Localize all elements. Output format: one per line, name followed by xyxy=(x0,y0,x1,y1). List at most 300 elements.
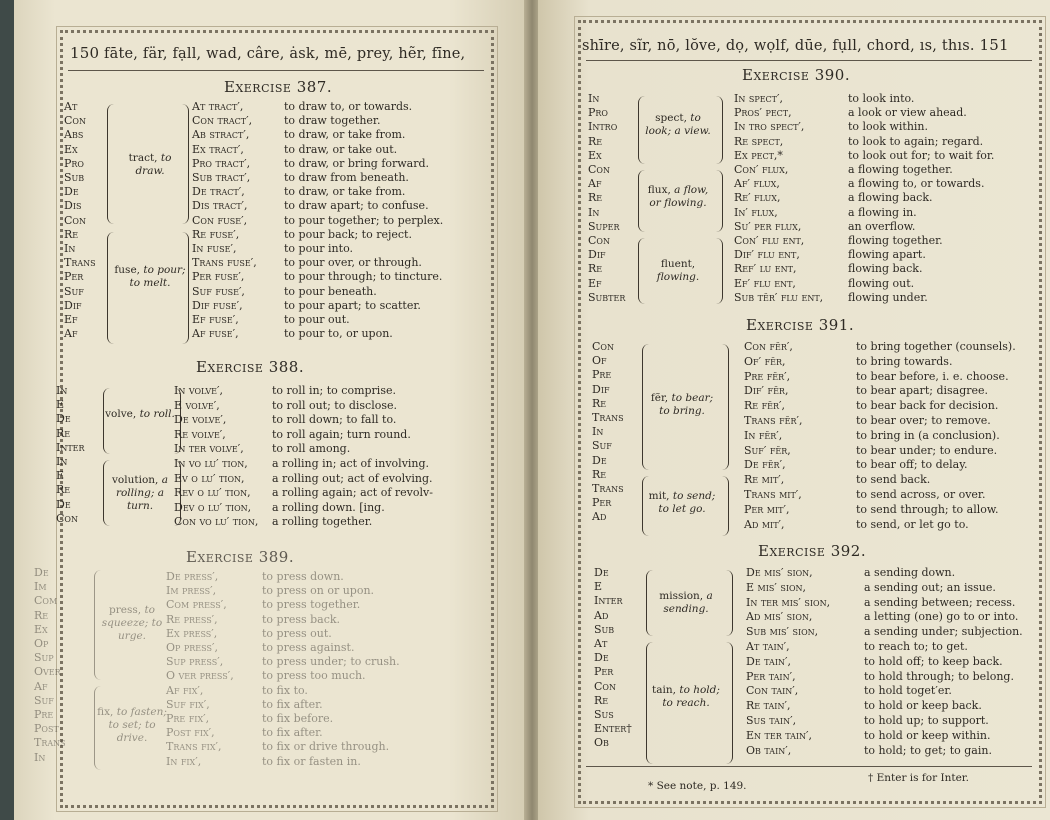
entry-word: Re fuse′, xyxy=(192,227,240,241)
prefix: Dif xyxy=(588,248,606,262)
entry-definition: a flowing back. xyxy=(848,191,933,205)
prefix: Pre xyxy=(592,368,612,382)
prefix: Com xyxy=(34,594,58,608)
prefix: Re xyxy=(56,483,71,497)
entry-row xyxy=(734,120,928,134)
entry-word: Ab stract′, xyxy=(192,128,250,142)
entry-word: Im press′, xyxy=(166,584,217,598)
entry-word: Af′ flux, xyxy=(734,177,780,191)
prefix: Inter xyxy=(594,594,623,608)
entry-definition: to look to again; regard. xyxy=(848,134,984,148)
entry-word: Post fix′, xyxy=(166,726,215,740)
prefix: Dif xyxy=(592,382,610,396)
entry-row xyxy=(746,640,968,654)
entry-row xyxy=(734,206,917,220)
entry-definition: to draw, or bring forward. xyxy=(284,156,430,170)
entry-definition: to roll down; to fall to. xyxy=(272,413,397,427)
prefix: Ob xyxy=(594,736,609,750)
entry-definition: to draw, or take out. xyxy=(284,142,398,156)
entry-definition: flowing apart. xyxy=(848,248,926,262)
entry-row xyxy=(192,285,377,299)
exercise-387-title: Exercise 387. xyxy=(224,78,333,96)
entry-word: Re volve′, xyxy=(174,427,226,441)
entry-row xyxy=(192,299,421,313)
prefix: Over xyxy=(34,665,61,679)
entry-definition: a rolling in; act of involving. xyxy=(272,457,430,470)
entry-row xyxy=(192,171,409,185)
root-volution: volution, a rolling; a turn. xyxy=(112,474,168,512)
entry-word: At tain′, xyxy=(746,640,790,653)
entry-definition: to press against. xyxy=(262,641,355,654)
prefix: At xyxy=(594,637,608,651)
entry-word: In fix′, xyxy=(166,754,202,768)
prefix: Ex xyxy=(34,622,48,636)
prefix: De xyxy=(34,566,49,579)
entry-definition: to press down. xyxy=(262,570,344,583)
prefix: Ef xyxy=(64,313,78,327)
entry-row xyxy=(192,270,442,284)
entry-definition: to pour over, or through. xyxy=(284,256,422,270)
entry-definition: flowing back. xyxy=(848,262,923,276)
brace xyxy=(726,570,733,636)
prefix: De xyxy=(594,566,609,579)
entry-row xyxy=(166,584,374,598)
entry-word: Trans mit′, xyxy=(744,488,802,501)
entry-definition: a sending out; an issue. xyxy=(864,580,996,594)
entry-definition: to bring together (counsels). xyxy=(856,340,1016,353)
entry-word: Af fix′, xyxy=(166,683,204,697)
root-tract: tract, to draw. xyxy=(128,152,172,177)
entry-row xyxy=(744,370,1009,384)
entry-definition: to pour through; to tincture. xyxy=(284,270,443,284)
entry-word: Dif fuse′, xyxy=(192,298,243,312)
exercise-392-title: Exercise 392. xyxy=(758,542,867,560)
prefix: De xyxy=(592,453,607,467)
entry-definition: to send, or let go to. xyxy=(856,517,969,531)
entry-definition: to press out. xyxy=(262,626,332,640)
prefix: Re xyxy=(56,426,71,440)
entry-definition: to fix after. xyxy=(262,697,323,711)
brace xyxy=(107,232,114,344)
entry-row xyxy=(174,486,433,500)
entry-row xyxy=(174,413,396,427)
entry-row xyxy=(174,399,397,413)
entry-definition: to pour together; to perplex. xyxy=(284,213,444,227)
prefix: Re xyxy=(34,608,49,622)
entry-row xyxy=(174,501,385,515)
prefix: Inter xyxy=(56,440,85,454)
entry-word: Sub tẽr′ flu ent, xyxy=(734,290,824,304)
entry-row xyxy=(192,185,405,199)
entry-word: Per tain′, xyxy=(746,669,796,683)
entry-row xyxy=(746,670,1014,684)
entry-row xyxy=(174,472,433,486)
page-number-right: 151 xyxy=(979,36,1009,54)
entry-definition: to draw, or take from. xyxy=(284,185,406,199)
exercise-389-title: Exercise 389. xyxy=(186,548,295,566)
entry-definition: a flowing to, or towards. xyxy=(848,177,985,191)
entry-word: In ter volve′, xyxy=(174,442,244,456)
entry-definition: to draw to, or towards. xyxy=(284,100,413,113)
footnote-asterisk: * See note, p. 149. xyxy=(648,780,747,792)
footnote-rule xyxy=(586,766,1032,767)
entry-row xyxy=(734,277,914,291)
entry-row xyxy=(166,755,361,769)
entry-definition: to roll among. xyxy=(272,442,351,456)
entry-word: Ex press′, xyxy=(166,626,218,640)
entry-definition: to send back. xyxy=(856,473,931,487)
prefix: E xyxy=(594,580,603,594)
root-press: press, to squeeze; to urge. xyxy=(101,604,163,642)
prefix: Ad xyxy=(594,608,609,622)
entry-word: De volve′, xyxy=(174,413,227,427)
prefix: Sus xyxy=(594,708,614,722)
entry-word: Of′ fẽr, xyxy=(744,354,786,368)
prefix: Abs xyxy=(64,128,84,142)
entry-word: Trans fuse′, xyxy=(192,256,257,270)
prefix: In xyxy=(56,455,68,469)
entry-word: Dif′ flu ent, xyxy=(734,248,800,262)
entry-row xyxy=(744,503,998,517)
entry-row xyxy=(174,442,350,456)
entry-definition: to send through; to allow. xyxy=(856,502,999,516)
entry-word: Ob tain′, xyxy=(746,743,792,757)
entry-row xyxy=(166,698,323,712)
entry-row xyxy=(192,242,353,256)
entry-definition: a letting (one) go to or into. xyxy=(864,610,1019,624)
entry-word: In tro spect′, xyxy=(734,120,805,134)
entry-definition: to roll again; turn round. xyxy=(272,427,411,441)
entry-row xyxy=(734,191,933,205)
entry-definition: to press under; to crush. xyxy=(262,655,400,669)
prefix: At xyxy=(64,100,78,113)
root-tain: tain, to hold; to reach. xyxy=(652,684,720,709)
entry-definition: a rolling again; act of revolv- xyxy=(272,486,433,500)
entry-definition: to roll out; to disclose. xyxy=(272,398,397,412)
entry-definition: to bear under; to endure. xyxy=(856,443,998,457)
entry-row xyxy=(744,518,969,532)
entry-definition: to hold off; to keep back. xyxy=(864,654,1003,668)
root-mit: mit, to send; to let go. xyxy=(648,490,716,515)
entry-row xyxy=(192,313,350,327)
entry-word: Af fuse′, xyxy=(192,327,239,341)
entry-word: De tract′, xyxy=(192,185,245,199)
entry-row xyxy=(734,163,953,177)
entry-row xyxy=(744,355,952,369)
exercise-390-title: Exercise 390. xyxy=(742,66,851,84)
entry-definition: a flowing in. xyxy=(848,205,917,219)
prefix: Re xyxy=(588,262,603,276)
prefix: Dif xyxy=(64,298,82,312)
entry-definition: to roll in; to comprise. xyxy=(272,384,396,397)
prefix: Af xyxy=(588,177,602,191)
entry-row xyxy=(744,473,930,487)
entry-row xyxy=(746,581,996,595)
entry-definition: a sending between; recess. xyxy=(864,595,1016,609)
entry-row xyxy=(166,613,340,627)
prefix: In xyxy=(588,205,600,219)
entry-definition: to fix to. xyxy=(262,683,308,697)
entry-word: In′ flux, xyxy=(734,205,778,219)
prefix: Pre xyxy=(34,708,54,722)
entry-word: Con′ flu ent, xyxy=(734,234,805,247)
prefix: Af xyxy=(64,327,78,341)
entry-definition: to look out for; to wait for. xyxy=(848,148,995,162)
entry-word: E mis′ sion, xyxy=(746,580,807,594)
brace xyxy=(107,104,114,224)
prefix: Post xyxy=(34,722,59,736)
entry-definition: to draw apart; to confuse. xyxy=(284,199,429,213)
prefix: Ad xyxy=(592,510,607,524)
entry-word: Sup press′, xyxy=(166,655,224,669)
prefix: Trans xyxy=(34,736,66,750)
exercise-389-prefixes xyxy=(34,566,66,765)
entry-row xyxy=(746,714,989,728)
entry-row xyxy=(192,228,412,242)
entry-definition: to fix or fasten in. xyxy=(262,754,361,768)
root-fluent: fluent, flowing. xyxy=(656,258,700,283)
entry-definition: to fix after. xyxy=(262,726,323,740)
entry-row xyxy=(192,256,422,270)
entry-word: Ad mis′ sion, xyxy=(746,610,813,624)
entry-definition: to reach to; to get. xyxy=(864,640,968,653)
entry-row xyxy=(734,220,915,234)
left-page xyxy=(14,0,526,820)
entry-row xyxy=(174,515,372,529)
entry-word: At tract′, xyxy=(192,100,244,113)
entry-definition: to draw together. xyxy=(284,114,381,128)
entry-definition: to hold or keep within. xyxy=(864,728,991,742)
entry-row xyxy=(744,458,967,472)
root-mission: mission, a sending. xyxy=(659,590,713,615)
prefix: Con xyxy=(588,163,610,177)
entry-word: Con tract′, xyxy=(192,114,253,128)
entry-word: Trans fẽr′, xyxy=(744,414,803,427)
entry-definition: to look within. xyxy=(848,120,929,134)
entry-definition: to fix or drive through. xyxy=(262,740,390,754)
entry-word: Re tain′, xyxy=(746,699,791,713)
entry-row xyxy=(734,234,943,248)
prefix: In xyxy=(56,384,68,397)
entry-row xyxy=(746,684,952,698)
prefix: Suf xyxy=(592,439,612,453)
prefix: In xyxy=(34,750,46,764)
prefix: Ex xyxy=(64,142,78,156)
pronunciation-key-right: shīre, sĩr, nō, lŏve, dọ, wọlf, dūe, fụll, chord, ıs, thıs. xyxy=(582,38,975,54)
entry-word: Con′ flux, xyxy=(734,163,789,176)
entry-definition: a flowing together. xyxy=(848,163,953,176)
entry-word: Sub mis′ sion, xyxy=(746,625,819,639)
entry-row xyxy=(744,429,1000,443)
entry-row xyxy=(734,248,926,262)
entry-word: In spect′, xyxy=(734,92,783,105)
entry-definition: a rolling down. [ing. xyxy=(272,500,385,514)
brace xyxy=(182,232,189,344)
entry-row xyxy=(166,684,308,698)
prefix: Sub xyxy=(594,622,615,636)
entry-definition: to hold up; to support. xyxy=(864,714,989,727)
entry-row xyxy=(166,712,333,726)
entry-row xyxy=(166,669,366,683)
entry-row xyxy=(734,262,922,276)
entry-word: Sus tain′, xyxy=(746,714,797,727)
entry-row xyxy=(744,414,991,428)
entry-row xyxy=(744,399,998,413)
root-fuse: fuse, to pour; to melt. xyxy=(114,264,186,289)
entry-definition: to draw, or take from. xyxy=(284,128,406,142)
prefix: Con xyxy=(64,213,86,227)
root-volve: volve, to roll. xyxy=(105,408,175,420)
prefix: Op xyxy=(34,637,49,651)
entry-word: De mis′ sion, xyxy=(746,566,813,579)
header-rule-right xyxy=(586,60,1032,61)
entry-word: Per mit′, xyxy=(744,502,790,516)
prefix: Intro xyxy=(588,120,618,134)
entry-word: Dis tract′, xyxy=(192,199,248,213)
entry-definition: to press together. xyxy=(262,598,361,612)
entry-word: In fuse′, xyxy=(192,242,237,255)
prefix: Re xyxy=(594,693,609,707)
prefix: Per xyxy=(64,270,84,284)
entry-definition: to hold; to get; to gain. xyxy=(864,743,992,757)
prefix: De xyxy=(64,185,79,199)
entry-word: Dev o lu′ tion, xyxy=(174,500,252,514)
entry-word: In volve′, xyxy=(174,384,224,397)
entry-definition: to bear back for decision. xyxy=(856,399,999,413)
entry-row xyxy=(744,444,997,458)
prefix: Enter† xyxy=(594,722,632,736)
entry-definition: to pour to, or upon. xyxy=(284,327,393,341)
entry-row xyxy=(174,457,429,471)
pronunciation-key-left: fāte, fär, fạll, wad, câre, ȧsk, mē, prey, hẽr, fīne, xyxy=(104,46,466,62)
brace xyxy=(716,170,723,232)
entry-definition: to draw from beneath. xyxy=(284,171,409,184)
entry-word: Ref′ lu ent, xyxy=(734,262,797,276)
entry-word: Trans fix′, xyxy=(166,740,222,754)
entry-row xyxy=(746,699,982,713)
entry-definition: to pour apart; to scatter. xyxy=(284,298,421,312)
root-fer: fẽr, to bear; to bring. xyxy=(650,392,714,417)
exercise-387-prefixes xyxy=(64,100,96,341)
prefix: Suf xyxy=(64,284,84,298)
entry-row xyxy=(746,610,1018,624)
brace xyxy=(716,238,723,304)
root-spect: spect, to look; a view. xyxy=(645,112,711,137)
entry-definition: to pour out. xyxy=(284,313,350,326)
entry-definition: to send across, or over. xyxy=(856,488,986,501)
entry-row xyxy=(746,625,1023,639)
entry-word: Con vo lu′ tion, xyxy=(174,515,259,529)
entry-definition: to pour beneath. xyxy=(284,284,377,298)
entry-row xyxy=(166,655,400,669)
entry-definition: to look into. xyxy=(848,92,915,105)
entry-word: Sub tract′, xyxy=(192,171,251,184)
running-head-left xyxy=(70,44,465,62)
exercise-391-prefixes xyxy=(592,340,624,525)
entry-definition: to fix before. xyxy=(262,712,334,725)
entry-row xyxy=(174,428,411,442)
entry-row xyxy=(166,641,354,655)
prefix: Af xyxy=(34,679,48,693)
entry-row xyxy=(746,596,1015,610)
prefix: De xyxy=(56,412,71,426)
entry-row xyxy=(734,135,983,149)
entry-row xyxy=(734,106,967,120)
entry-definition: an overflow. xyxy=(848,219,916,233)
prefix: Con xyxy=(64,114,86,128)
header-rule-left xyxy=(68,70,484,71)
entry-row xyxy=(192,143,397,157)
entry-row xyxy=(192,114,380,128)
entry-word: Re press′, xyxy=(166,612,218,626)
entry-word: E volve′, xyxy=(174,398,220,412)
entry-row xyxy=(174,384,396,398)
prefix: Re xyxy=(64,227,79,241)
brace xyxy=(716,96,723,164)
entry-word: Re fẽr′, xyxy=(744,399,786,413)
entry-word: Pro tract′, xyxy=(192,156,251,170)
brace xyxy=(722,344,729,470)
brace xyxy=(722,476,729,536)
entry-word: In ter mis′ sion, xyxy=(746,595,831,609)
prefix: Im xyxy=(34,580,47,594)
exercise-388-title: Exercise 388. xyxy=(196,358,305,376)
entry-word: Con fẽr′, xyxy=(744,340,793,353)
entry-word: Su′ per flux, xyxy=(734,219,802,233)
entry-definition: to bear before, i. e. choose. xyxy=(856,369,1009,383)
entry-row xyxy=(744,340,1016,354)
entry-definition: to press back. xyxy=(262,612,341,626)
entry-word: Dif′ fẽr, xyxy=(744,384,789,398)
entry-definition: to bring towards. xyxy=(856,354,953,368)
entry-row xyxy=(744,488,985,502)
entry-row xyxy=(166,570,344,584)
entry-word: Com press′, xyxy=(166,598,227,612)
root-flux: flux, a flow, or flowing. xyxy=(647,184,709,209)
prefix: E xyxy=(56,398,65,412)
entry-word: Ef′ flu ent, xyxy=(734,276,796,290)
prefix: In xyxy=(592,425,604,439)
entry-word: Per fuse′, xyxy=(192,270,245,284)
entry-row xyxy=(734,291,928,305)
entry-word: Con fuse′, xyxy=(192,213,248,227)
entry-row xyxy=(734,92,914,106)
entry-word: In fẽr′, xyxy=(744,428,783,442)
prefix: Of xyxy=(592,354,607,368)
prefix: Suf xyxy=(34,693,54,707)
entry-word: Pre fix′, xyxy=(166,712,210,725)
entry-row xyxy=(746,655,1003,669)
entry-word: Con tain′, xyxy=(746,684,799,698)
entry-definition: flowing together. xyxy=(848,234,943,247)
entry-word: Ex tract′, xyxy=(192,142,244,156)
prefix: Con xyxy=(56,511,78,525)
entry-row xyxy=(166,627,332,641)
entry-word: Op press′, xyxy=(166,641,218,654)
entry-word: Ef fuse′, xyxy=(192,313,239,326)
entry-row xyxy=(746,566,955,580)
running-head-right xyxy=(582,36,1009,54)
prefix: Con xyxy=(588,234,610,248)
entry-definition: to bear off; to delay. xyxy=(856,458,968,472)
entry-definition: a sending down. xyxy=(864,566,956,579)
entry-row xyxy=(734,177,984,191)
entry-row xyxy=(192,128,405,142)
prefix: Per xyxy=(594,665,614,679)
entry-word: Rev o lu′ tion, xyxy=(174,486,251,500)
entry-definition: to pour back; to reject. xyxy=(284,227,412,241)
entry-definition: to bear apart; disagree. xyxy=(856,384,989,398)
